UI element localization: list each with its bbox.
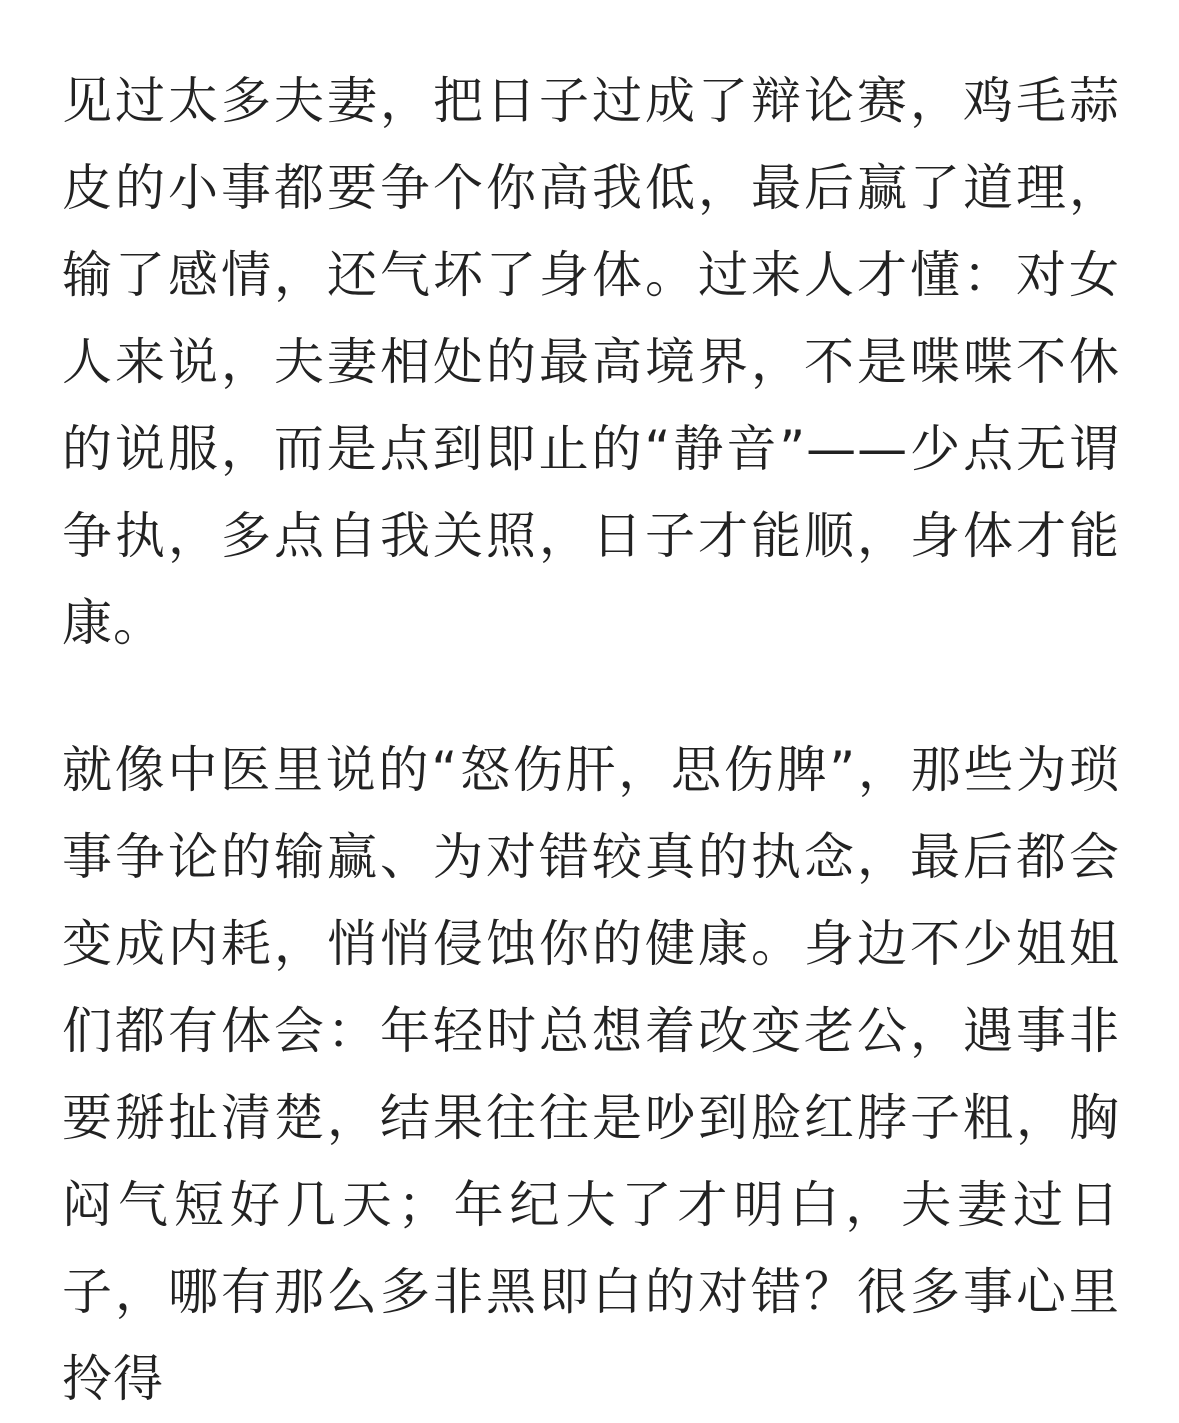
article-body: [62, 58, 1120, 1423]
paragraph-1: 见过太多夫妻，把日子过成了辩论赛，鸡毛蒜皮的小事都要争个你高我低，最后赢了道理，输了感情，还气坏了身体。过来人才懂：对女人来说，夫妻相处的最高境界，不是喋喋不休的说服，而是点到即止的“静音”——少点无谓争执，多点自我关照，日子才能顺，身体才能康。: [62, 72, 1120, 652]
paragraph-2: 就像中医里说的“怒伤肝，思伤脾”，那些为琐事争论的输赢、为对错较真的执念，最后都会变成内耗，悄悄侵蚀你的健康。身边不少姐姐们都有体会：年轻时总想着改变老公，遇事非要掰扯清楚，结果往往是吵到脸红脖子粗，胸闷气短好几天；年纪大了才明白，夫妻过日子，哪有那么多非黑即白的对错？很多事心里拎得: [62, 741, 1120, 1408]
